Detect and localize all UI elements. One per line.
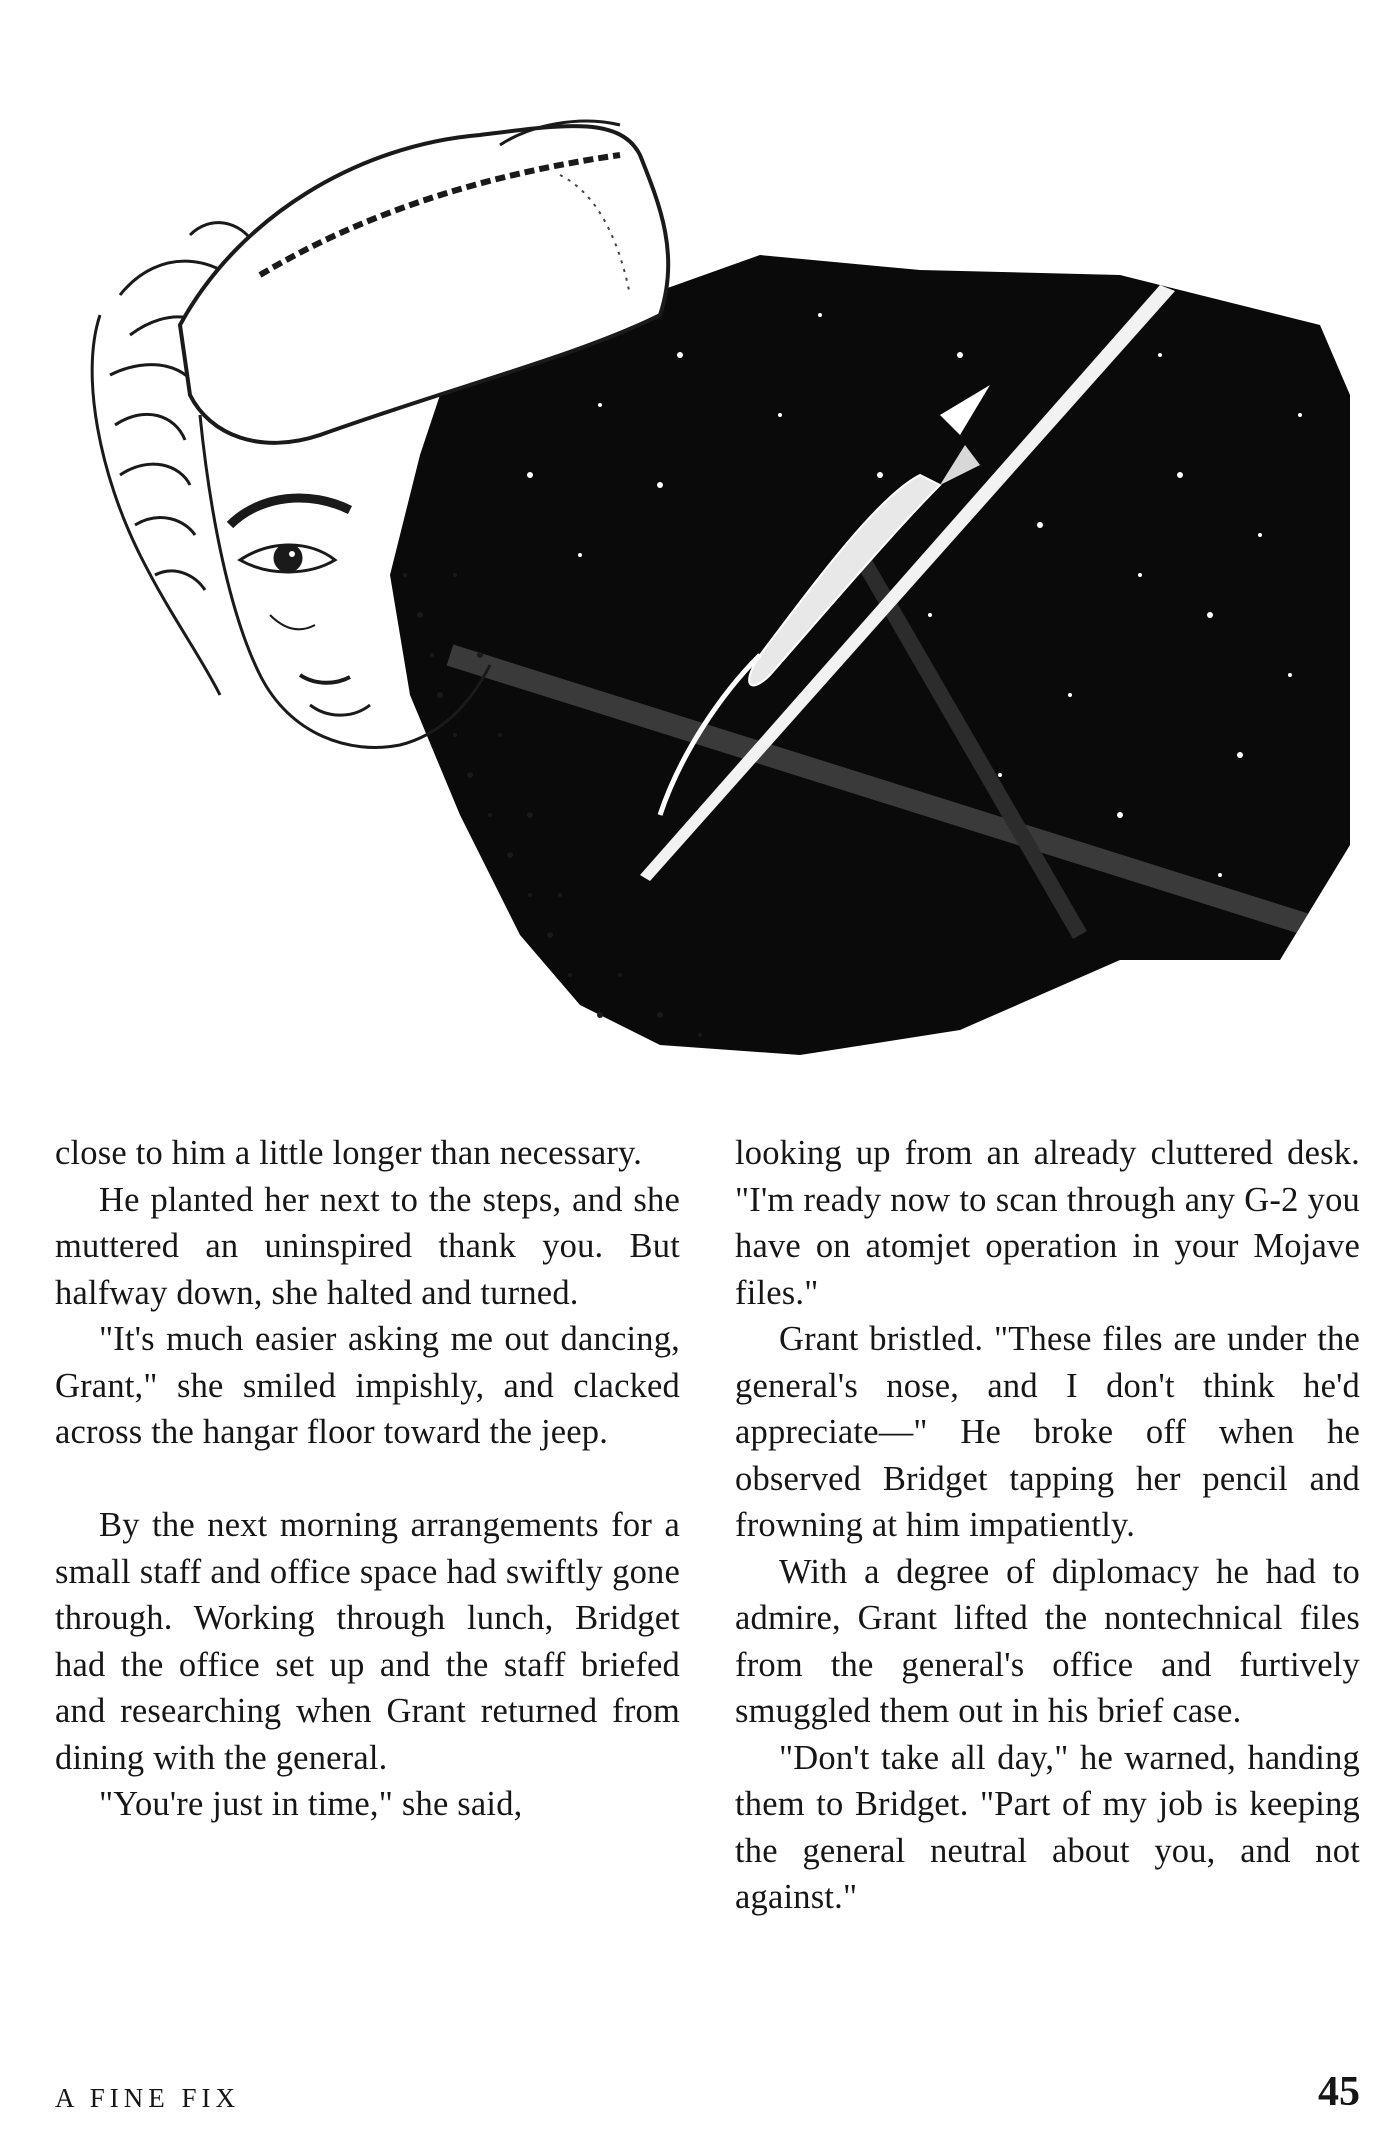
- paragraph: "It's much easier asking me out dancing, Grant," she smiled impishly, and clacked across the hangar floor toward the jeep.: [55, 1320, 680, 1451]
- paragraph: "You're just in time," she said,: [99, 1785, 523, 1823]
- paragraph: close to him a little longer than necessary.: [55, 1134, 643, 1172]
- paragraph: Grant bristled. "These files are under the general's nose, and I don't think he'd appreciate—" He broke off when he observed Bridget tapping her pencil and frowning at him impatiently.: [735, 1320, 1360, 1544]
- story-illustration: [60, 55, 1360, 1105]
- paragraph: looking up from an already cluttered desk. "I'm ready now to scan through any G-2 you have on atomjet operation in your Mojave files.": [735, 1134, 1360, 1312]
- paragraph: With a degree of diplomacy he had to admire, Grant lifted the nontechnical files from the general's office and furtively smuggled them out in his brief case.: [735, 1552, 1360, 1730]
- running-footer-title: A FINE FIX: [55, 2083, 241, 2113]
- paragraph: He planted her next to the steps, and she muttered an uninspired thank you. But halfway down, she halted and turned.: [55, 1180, 680, 1312]
- left-text-column: [55, 1130, 680, 1828]
- paragraph: "Don't take all day," he warned, handing them to Bridget. "Part of my job is keeping the general neutral about you, and not against.": [735, 1738, 1360, 1916]
- night-sky-shape: [390, 255, 1350, 1055]
- paragraph: By the next morning arrangements for a small staff and office space had swiftly gone through. Working through lunch, Bridget had the office set up and the staff briefed and researching when Grant returned from dining with the general.: [55, 1506, 680, 1777]
- right-text-column: [735, 1130, 1360, 1921]
- page-number: 45: [1318, 2069, 1360, 2115]
